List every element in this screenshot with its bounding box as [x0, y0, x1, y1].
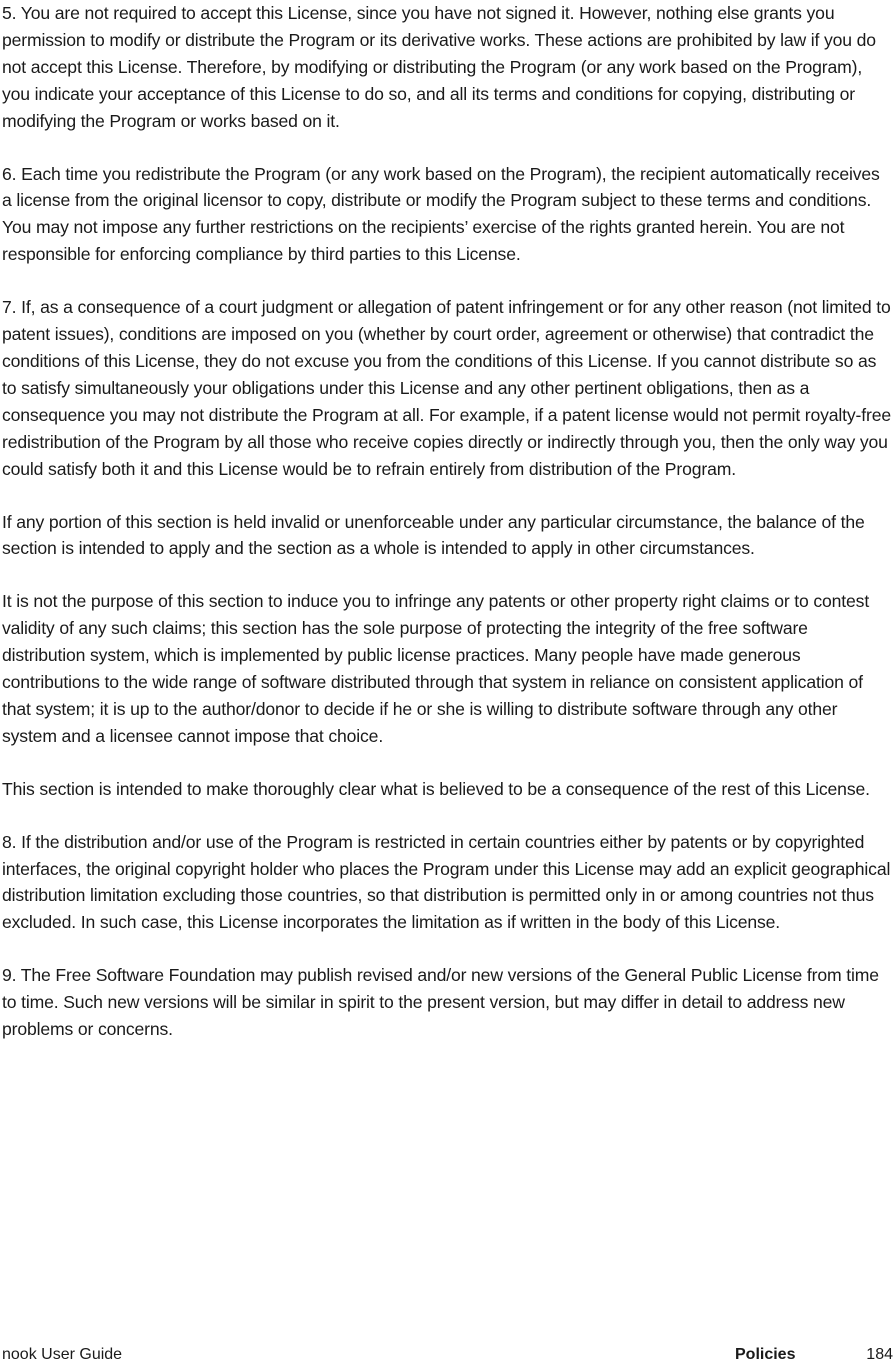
page-footer	[0, 1345, 895, 1365]
paragraph-section-7: 7. If, as a consequence of a court judgment or allegation of patent infringement or for any other reason (not limited to patent issues), conditions are imposed on you (whether by court order, agreement or otherwise) that contradict the conditions of this License, they do not excuse you from the conditions of this License. If you cannot distribute so as to satisfy simultaneously your obligations under this License and any other pertinent obligations, then as a consequence you may not distribute the Program at all. For example, if a patent license would not permit royalty-free redistribution of the Program by all those who receive copies directly or indirectly through you, then the only way you could satisfy both it and this License would be to refrain entirely from distribution of the Program.	[2, 297, 891, 479]
paragraph-section-7-purpose: It is not the purpose of this section to induce you to infringe any patents or other property right claims or to contest validity of any such claims; this section has the sole purpose of protecting the integrity of the free software distribution system, which is implemented by public license practices. Many people have made generous contributions to the wide range of software distributed through that system in reliance on consistent application of that system; it is up to the author/donor to decide if he or she is willing to distribute software through any other system and a licensee cannot impose that choice.	[2, 591, 870, 746]
footer-section-title: Policies	[735, 1346, 796, 1363]
paragraph-section-6: 6. Each time you redistribute the Program (or any work based on the Program), the recipient automatically receives a license from the original licensor to copy, distribute or modify the Program subject to these terms and conditions. You may not impose any further restrictions on the recipients’ exercise of the rights granted herein. You are not responsible for enforcing compliance by third parties to this License.	[2, 163, 880, 265]
footer-page-number: 184	[866, 1346, 893, 1363]
paragraph-section-8: 8. If the distribution and/or use of the Program is restricted in certain countries either by patents or by copyrighted interfaces, the original copyright holder who places the Program under this License may add an explicit geographical distribution limitation excluding those countries, so that distribution is permitted only in or among countries not thus excluded. In such case, this License incorporates the limitation as if written in the body of this License.	[2, 831, 891, 933]
body-text	[2, 0, 893, 1069]
paragraph-section-9: 9. The Free Software Foundation may publish revised and/or new versions of the General Public License from time to time. Such new versions will be similar in spirit to the present version, but may differ in detail to address new problems or concerns.	[2, 965, 879, 1040]
paragraph-section-5: 5. You are not required to accept this License, since you have not signed it. However, nothing else grants you permission to modify or distribute the Program or its derivative works. These actions are prohibited by law if you do not accept this License. Therefore, by modifying or distributing the Program (or any work based on the Program), you indicate your acceptance of this License to do so, and all its terms and conditions for copying, distributing or modifying the Program or works based on it.	[2, 3, 876, 131]
paragraph-section-7-invalid-portion: If any portion of this section is held invalid or unenforceable under any particular circumstance, the balance of the section is intended to apply and the section as a whole is intended to apply in other circumstances.	[2, 511, 865, 559]
footer-guide-title: nook User Guide	[2, 1346, 123, 1363]
paragraph-section-7-clarification: This section is intended to make thoroughly clear what is believed to be a consequence of the rest of this License.	[2, 778, 870, 799]
